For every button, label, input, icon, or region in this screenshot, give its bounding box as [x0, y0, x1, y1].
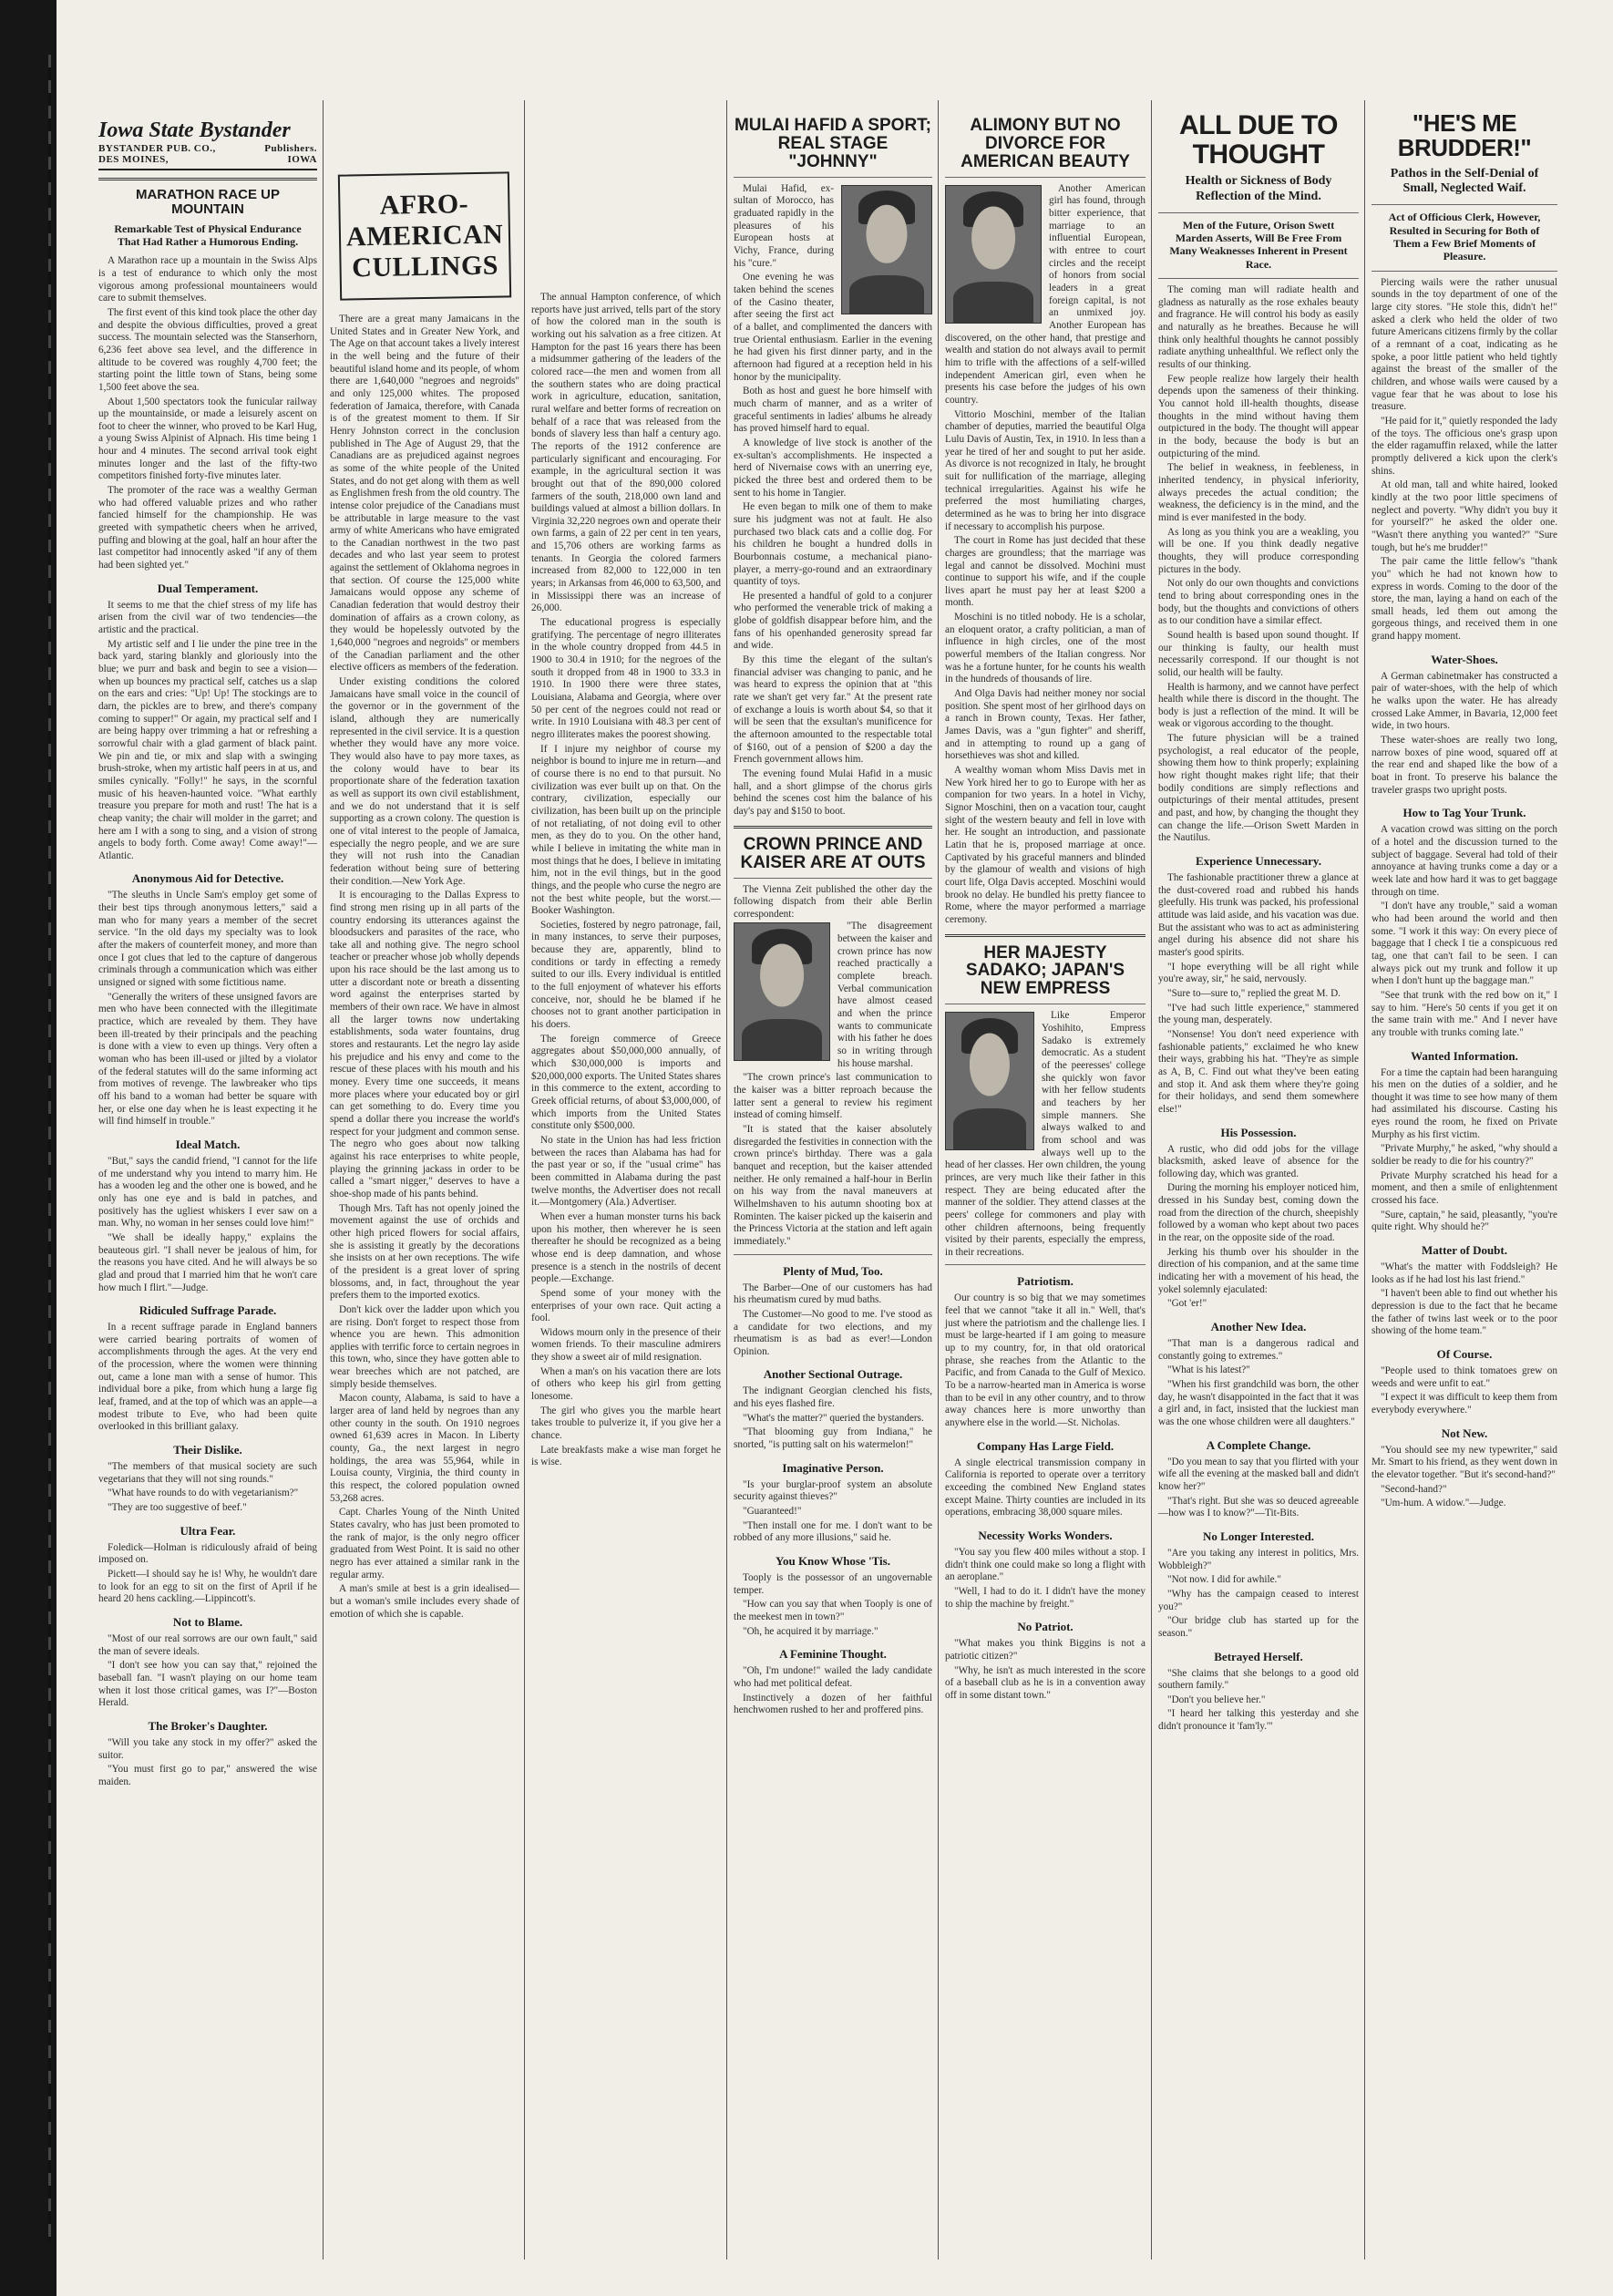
subheading: No Patriot. [1017, 1620, 1074, 1634]
dress-shape [953, 282, 1033, 323]
paragraph: "Sure to—sure to," replied the great M. D. [1167, 987, 1341, 999]
paragraph: "I've had such little experience," stammered the young man, desperately. [1158, 1002, 1359, 1026]
paragraph: "Oh, I'm undone!" wailed the lady candidate who had met political defeat. [734, 1665, 932, 1689]
column-4 [730, 117, 936, 2260]
paragraph: If I injure my neighbor of course my neighbor is bound to injure me in return—and of course there is no end to that pursuit. No civilization was ever built up on that. On the contrary, civilization, especially our civilization, has been built up on the principle of not retaliating, of not doing evil to other men, as they do to you. On the other hand, while I believe in imitating the white man in most things that he does, I believe in imitating him, not in the evil things, but in the good things, and the people who curse the negro are not the best white people, but the worst.—Booker Washington. [531, 743, 721, 917]
paragraph: Spend some of your money with the enterprises of your own race. Quit acting a fool. [531, 1287, 721, 1324]
paragraph: It seems to me that the chief stress of my life has arisen from the civil war of two tendencies—the artistic and the practical. [98, 599, 317, 635]
paragraph: There are a great many Jamaicans in the United States and in Greater New York, and The Age on that account takes a lively interest in the well being and the future of their beautiful island home and its people, of whom there are 1,640,000 "negroes and negroids" and only 125,000 whites. The proposed federation of Jamaica, therefore, with Canada is of the greatest moment to them. If Sir Henry Johnston correct in the conclusion published in The Age of August 29, that the Canadians are as prejudiced against negroes as some of the white people of the United States, and do not get along with them as well as Englishmen fresh from the old country. The intense color prejudice of the Canadians must be attributable in large measure to the vast army of white Americans who have emigrated to the Canadian northwest in the two past decades and who last year seem to protest against the settlement of Oklahoma negroes in that section. Of course the 125,000 white Jamaicans would oppose any scheme of Canadian federation that would destroy their domination of affairs as a crown colony, as they would be hopelessly outvoted by the 1,640,000 "negroes and negroids" or members of the Canadian parliament and the other elective officers as members of the federation. [330, 314, 519, 674]
paragraph: "Most of our real sorrows are our own fault," said the man of severe ideals. [98, 1632, 317, 1657]
deck: Health or Sickness of Body Reflection of the Mind. [1185, 174, 1332, 203]
divider [945, 1264, 1146, 1265]
paragraph: Jerking his thumb over his shoulder in the direction of his companion, and at the same time indicating her with a movement of his head, the yokel solemnly ejaculated: [1158, 1246, 1359, 1295]
paragraph: "Generally the writers of these unsigned favors are men who have been connected with the illegitimate practice, which are revealed by them. They have been ill-treated by their principals and the peaching is done with a view to even up things. Very often a woman who has been ill-used or jilted by a violator of the federal statutes will do the same informing act from motives of revenge. The lawbreaker who tips off his band to a woman had better be square with her, or else one day when he is least expecting it he will find himself in trouble." [98, 991, 317, 1127]
subheading: Company Has Large Field. [976, 1438, 1115, 1453]
paragraph: "That's right. But she was so deuced agreeable—how was I to know?"—Tit-Bits. [1158, 1495, 1359, 1519]
paragraph: "It is stated that the kaiser absolutely disregarded the festivities in connection with the crown prince's birthday. There was a gala banquet and reception, but the kaiser attended neither. He only remained a half-hour in Berlin on his way from the naval maneuvers at Wilhelmshaven to his autumn shooting box at Rominten. The kaiser picked up the kaiserin and the Princess Victoria at the station and left again immediately." [734, 1123, 932, 1247]
masthead-city: DES MOINES, IOWA [98, 154, 317, 165]
paragraph: Not only do our own thoughts and convictions tend to bring about corresponding ones in the body, but the thoughts and convictions of others as to our condition have a similar effect. [1158, 578, 1359, 627]
paragraph: Another American girl has found, through bitter experience, that marriage to an influential European, with entree to court circles and the receipt of honors from social leaders in a great foreign capital, is not an unmixed joy. Another European has discovered, on the other hand, that prestige and wealth and station do not always avail to permit him to trifle with the affections of a self-willed independent American girl, even when he presents his case before the judges of his own country. [945, 182, 1146, 406]
paragraph: "Are you taking any interest in politics, Mrs. Wobbleigh?" [1158, 1547, 1359, 1571]
subheading: Imaginative Person. [782, 1460, 884, 1475]
paragraph: A wealthy woman whom Miss Davis met in New York hired her to go to Europe with her as companion for two years. In a hotel in Vichy, Signor Moschini, then on a vacation tour, caught sight of the western beauty and fell in love with her. He sought an introduction, and passionate Latin that he is, proposed marriage at once. Captivated by his graceful manners and blinded by the glamour of wealth and visions of high court life, Olga Davis accepted. Moschini would brook no delay. He bundled his pretty fiancee to Rome, where the mayor performed a marriage ceremony. [945, 765, 1146, 925]
column-rule [938, 100, 939, 2260]
subheading: Their Dislike. [173, 1443, 242, 1457]
paragraph: "The sleuths in Uncle Sam's employ get some of their best tips through anonymous letters," said a man who for many years a member of the secret service. "In the old days my specialty was to look after the makers of counterfeit money, and more than once I got clues that led to the capture of dangerous criminals through a communication which was either unsigned or signed with some fictitious name. [98, 890, 317, 989]
subheading: Not New. [1441, 1426, 1488, 1440]
paragraph: "People used to think tomatoes grew on weeds and were unfit to eat." [1372, 1364, 1557, 1389]
paragraph: Under existing conditions the colored Jamaicans have small voice in the council of the governor or in the government of the island, although they are numerically represented in the civil service. It is a question whether they would have any more voice. They would also have to pay more taxes, as the colony would have to bear its proportionate share of the federation taxation as well as support its own civil establishment, and we do not understand that it is self supporting as a crown colony. The question is one of vital interest to the people of Jamaica, especially the negro people, and we are sure they will not rush into the Canadian federation without being sure of bettering their condition.—New York Age. [330, 676, 519, 887]
paragraph: "Why, he isn't as much interested in the score of a baseball club as he is in a convention away off in some distant town." [945, 1664, 1146, 1701]
paragraph: "We shall be ideally happy," explains the beauteous girl. "I shall never be jealous of him, for the reasons you have cited. And he will always be so glad and proud that I married him that he won't care how much I flirt."—Judge. [98, 1231, 317, 1293]
deck: Men of the Future, Orison Swett Marden Asserts, Will Be Free From Many Weaknesses Inherent in Present Race. [1169, 218, 1348, 271]
paragraph: As long as you think you are a weakling, you will be one. If you think deadly negative thoughts, they will produce corresponding pictures in the body. [1158, 526, 1359, 575]
divider [734, 826, 932, 829]
masthead-publisher: BYSTANDER PUB. CO., Publishers. [98, 143, 317, 154]
paragraph: About 1,500 spectators took the funicular railway up the mountainside, or made a leisurely ascent on foot to cheer the winner, who proved to be Karl Hug, a young Swiss Alpinist of Alpnach. His time being 1 hour and 4 minutes. The second arrival took eight minutes longer and the last of the fifty-two competitors finished forty-five minutes later. [98, 396, 317, 482]
paragraph: "Not now. I did for awhile." [1167, 1574, 1281, 1586]
paragraph: "See that trunk with the red bow on it," I say to him. "Here's 50 cents if you get it on the same train with me." And I never have any trouble with trunks coming late." [1372, 989, 1557, 1038]
paragraph: "Sure, captain," he said, pleasantly, "you're quite right. Why should he?" [1372, 1209, 1557, 1233]
uniform-shape [742, 1019, 821, 1060]
divider [945, 177, 1146, 178]
subheading: Plenty of Mud, Too. [783, 1263, 883, 1278]
paragraph: When ever a human monster turns his back upon his mother, then wherever he is seen thereafter he should be recognized as a being whose end is deep damnation, and whose presence is a stench in the nostrils of decent people.—Exchange. [531, 1210, 721, 1285]
paragraph: By this time the elegant of the sultan's financial adviser was changing to panic, and he was heard to express the opinion that at "this rate we shan't get very far." At the present rate of exchange a louis is worth about $4, so that it will be seen that the exsultan's munificence for the afternoon amounted to the respectable total of $160, out of a pension of $200 a day the French government allows him. [734, 654, 932, 766]
paragraph: When a man's on his vacation there are lots of others who keep his girl from getting lonesome. [531, 1365, 721, 1403]
paragraph: Macon county, Alabama, is said to have a larger area of land held by negroes than any other county in the south. On 1910 negroes owned 61,639 acres in Macon. In Liberty county, Ga., the next largest in negro holdings, the area was 55,964, while in Louisa county, Virginia, the third county in this respect, the colored population owned 53,268 acres. [330, 1393, 519, 1504]
scan-binding-edge [0, 0, 57, 2296]
column-6 [1155, 111, 1362, 2260]
masthead [98, 118, 317, 170]
paragraph: The foreign commerce of Greece aggregates about $50,000,000 annually, of which $30,000,000 is imports and $20,000,000 exports. The United States shares in this commerce to the extent, according to Greek official returns, of about $3,000,000, of which imports from the United States constitute only $500,000. [531, 1033, 721, 1132]
paragraph: "What have rounds to do with vegetarianism?" [108, 1488, 299, 1499]
paragraph: For a time the captain had been haranguing his men on the duties of a soldier, and he thought it was time to see how many of them had assimilated his discourse. Casting his eyes round the room, he fixed on Private Murphy as his first victim. [1372, 1066, 1557, 1140]
binding-perforation [48, 55, 51, 2241]
paragraph: The evening found Mulai Hafid in a music hall, and a short glimpse of the chorus girls behind the scenes cost him the balance of his day's pay and $150 to boot. [734, 768, 932, 817]
paragraph: "She claims that she belongs to a good old southern family." [1158, 1667, 1359, 1692]
subheading: Necessity Works Wonders. [978, 1528, 1113, 1542]
subheading: You Know Whose 'Tis. [776, 1554, 890, 1569]
paragraph: Private Murphy scratched his head for a moment, and then a smile of enlightenment crossed his face. [1372, 1169, 1557, 1207]
paragraph: "Will you take any stock in my offer?" asked the suitor. [98, 1736, 317, 1761]
paragraph: Vittorio Moschini, member of the Italian chamber of deputies, married the beautiful Olga Lulu Davis of Austin, Tex, in 1910. In less than a year he tired of her and sought to put her aside. As divorce is not recognized in Italy, he brought suit for nullification of the marriage, alleging technical irregularities. Against his wife he preferred the most humiliating charges, determined as he was to bring her into disgrace if necessary to accomplish his purpose. [945, 408, 1146, 532]
paragraph: Widows mourn only in the presence of their women friends. To their masculine admirers they show a sweet air of mild resignation. [531, 1326, 721, 1364]
headline: CROWN PRINCE AND KAISER ARE AT OUTS [740, 834, 926, 872]
column-7 [1368, 111, 1561, 2260]
paragraph: And Olga Davis had neither money nor social position. She spent most of her girlhood days on a ranch in Brown county, Texas. Her father, James Davis, was a "gun fighter" and sheriff, and in attempting to round up a gang of horsethieves was shot and killed. [945, 688, 1146, 762]
paragraph: Few people realize how largely their health depends upon the sameness of their thinking. You cannot hold ill-health thoughts, disease thoughts in the mind without having them outpictured in the body. The thought will appear in the body, because the body is but an outpicturing of the mind. [1158, 373, 1359, 459]
paragraph: "That blooming guy from Indiana," he snorted, "is putting salt on his watermelon!" [734, 1426, 932, 1451]
subheading: Of Course. [1436, 1346, 1493, 1361]
paragraph: "When his first grandchild was born, the other day, he wasn't disappointed in the fact that it was a girl and, in fact, insisted that the luckiest man was the one whose children were all daughters." [1158, 1379, 1359, 1427]
portrait-photo [945, 185, 1042, 324]
paragraph: Both as host and guest he bore himself with much charm of manner, and as a writer of graceful sentiments in ladies' albums he already has proved himself hard to equal. [734, 386, 932, 435]
divider [734, 177, 932, 178]
paragraph: "Why has the campaign ceased to interest you?" [1158, 1588, 1359, 1612]
paragraph: Moschini is no titled nobody. He is a scholar, an eloquent orator, a crafty politician, a man of influence in high circles, one of the most powerful members of the Italian congress. Nor was he a fortune hunter, for he counts his wealth in the hundreds of thousands of lire. [945, 612, 1146, 685]
paragraph: The annual Hampton conference, of which reports have just arrived, tells part of the story of how the colored man in the south is working out his salvation as a free citizen. At Hampton for the past 16 years there has been a midsummer gathering of the leaders of the colored race—the men and women from all the southern states who are doing practical work in agriculture, education, sanitation, rural welfare and better forms of recreation on behalf of a race that was released from the bonds of slavery less than half a century ago. The reports of the 1912 conference are particularly significant and encouraging. For example, in the agricultural section it was brought out that of the 890,000 colored farmers of the south, 218,000 own land and buildings valued at almost a billion dollars. In Virginia 32,220 negroes own and operate their own farms, a gain of 22 per cent in ten years, and 15,706 others are working farms as tenants. In Georgia the colored farmers increased from 82,000 to 122,000 in ten years; in Arkansas from 46,000 to 63,500, and in Mississippi there was an increase of 26,000. [531, 292, 721, 614]
paragraph: A man's smile at best is a grin idealised—but a woman's smile includes every shade of emotion of which she is capable. [330, 1583, 519, 1620]
paragraph: The belief in weakness, in feebleness, in inherited tendency, in physical inferiority, always precedes the actual condition; the weakness, the deficiency is in the mind, and the mind is ever manifested in the body. [1158, 462, 1359, 523]
divider [1158, 278, 1359, 279]
paragraph: Foledick—Holman is ridiculously afraid of being imposed on. [98, 1541, 317, 1566]
paragraph: Health is harmony, and we cannot have perfect health while there is discord in the thought. The body is just a reflection of the mind. It will be weak or vigorous according to the thought. [1158, 681, 1359, 730]
column-3 [528, 292, 724, 2260]
paragraph: A knowledge of live stock is another of the ex-sultan's accomplishments. He inspected a herd of Nivernaise cows with an unerring eye, picked the three best and ordered them to be sent to his home in Tangier. [734, 437, 932, 499]
divider [98, 178, 317, 180]
paragraph: He even began to milk one of them to make sure his judgment was not at fault. He also purchased two black cats and a collie dog. For his children he bought a hundred dolls in Bourbonnais costume, a mechanical piano-player, a merry-go-round and an extraordinary quantity of toys. [734, 501, 932, 588]
paragraph: The Vienna Zeit published the other day the following dispatch from their able Berlin correspondent: [734, 883, 932, 920]
paragraph: "He paid for it," quietly responded the lady of the toys. The officious one's grasp upon the elder ragamuffin relaxed, while the latter promptly delivered a kick upon the clerk's shins. [1372, 415, 1557, 477]
paragraph: "Nonsense! You don't need experience with fashionable patients," exclaimed he who knew their ways, grabbing his hat. "They're as simple as A, B, C. Find out what they've been eating and stop it. And ask them where they're going for their holidays, and send them somewhere else!" [1158, 1028, 1359, 1115]
column-2 [326, 137, 523, 2260]
paragraph: "What is his latest?" [1167, 1364, 1250, 1376]
subheading: Dual Temperament. [157, 581, 259, 595]
paragraph: "Well, I had to do it. I didn't have the money to ship the machine by freight." [945, 1585, 1146, 1610]
paragraph: "What makes you think Biggins is not a patriotic citizen?" [945, 1638, 1146, 1662]
subheading: No Longer Interested. [1203, 1529, 1314, 1543]
subheading: A Feminine Thought. [779, 1647, 887, 1662]
paragraph: The fashionable practitioner threw a glance at the dust-covered road and rubbed his hands gleefully. His trunk was packed, his professional attitude was laid aside, and his vacation was due. But the assistant who was to act as administering angel during his absence did not share his master's good spirits. [1158, 872, 1359, 958]
portrait-photo [945, 1012, 1034, 1150]
divider [734, 1254, 932, 1255]
subheading: The Broker's Daughter. [148, 1718, 268, 1733]
paragraph: Like Emperor Yoshihito, Empress Sadako is extremely democratic. As a student of the peeresses' college she quickly won favor with her fellow students and teachers by her simple manners. She always walked to and from school and was always well up to the head of her classes. Her own children, the young princes, are very much like their father in this respect. They are being educated after the manner of the soldier. They attend classes at the peers' college for commoners and play with other children afternoons, being frequently visited by their parents, especially the empress, in their recreations. [945, 1010, 1146, 1258]
paragraph: The promoter of the race was a wealthy German who had offered valuable prizes and who rather fancied himself for the championship. He was greeted with sympathetic cheers when he arrived, puffing and blowing at the goal, half an hour after the last competitor had innocently asked "if any of them had been sighted yet." [98, 485, 317, 571]
paragraph: Pickett—I should say he is! Why, he wouldn't dare to look for an egg to sit on the first of April if he heard 20 hens cackling.—Lippincott's. [98, 1569, 317, 1605]
paragraph: At old man, tall and white haired, looked kindly at the two poor little specimens of neglect and poverty. "Why didn't you buy it for yourself?" he asked the older one. "Wasn't there anything you wanted?" "Sure tough, but he's me brudder!" [1372, 479, 1557, 553]
paragraph: "But," says the candid friend, "I cannot for the life of me understand why you intend to marry him. He has a wooden leg and the other one is bowed, and he only has one eye and is bald in patches, and positively has the ugliest whiskers I ever saw on a man. Why, no woman in her senses could love him!" [98, 1155, 317, 1230]
divider [945, 934, 1146, 937]
robe-shape [849, 275, 924, 314]
paragraph: One evening he was taken behind the scenes of the Casino theater, after seeing the first act of a ballet, and complimented the dancers with true Oriental enthusiasm. Earlier in the evening he had given his first dinner party, and in the afternoon had figured at a reception held in his honor by the municipality. [734, 272, 932, 383]
gown-shape [953, 1108, 1027, 1149]
subheading: Another Sectional Outrage. [763, 1367, 903, 1382]
divider [1158, 212, 1359, 213]
face-shape [866, 205, 907, 263]
paragraph: "I hope everything will be all right while you're away, sir," he said, nervously. [1158, 961, 1359, 985]
paragraph: Late breakfasts make a wise man forget he is wise. [531, 1444, 721, 1468]
headline: ALIMONY BUT NO DIVORCE FOR AMERICAN BEAUTY [961, 117, 1130, 171]
column-5 [941, 117, 1149, 2260]
column-rule [524, 100, 525, 2260]
paragraph: "I don't see how you can say that," rejoined the baseball fan. "I wasn't playing on our home team when it lost those critical games, was I?"—Boston Herald. [98, 1660, 317, 1709]
portrait-photo [841, 185, 932, 314]
paragraph: A single electrical transmission company in California is reported to operate over a territory exceeding the combined New England states except Maine. Thirty counties are included in its operations, embracing 38,000 square miles. [945, 1457, 1146, 1519]
paragraph: "I expect it was difficult to keep them from everybody everywhere." [1372, 1392, 1557, 1416]
paragraph: Societies, fostered by negro patronage, fail, in many instances, to serve their purposes, because they are, apparently, blind to conditions or tardy in effecting a remedy suited to our ills. Every individual is entitled to the full enjoyment of whatever his efforts conceive, nor, should he be blamed if he chooses not to grant another participation in his doers. [531, 919, 721, 1031]
paragraph: "Second-hand?" [1381, 1483, 1447, 1495]
column-rule [1151, 100, 1152, 2260]
subheading: Anonymous Aid for Detective. [131, 871, 284, 886]
headline: HER MAJESTY SADAKO; JAPAN'S NEW EMPRESS [965, 942, 1125, 999]
paragraph: He presented a handful of gold to a conjurer who performed the venerable trick of making a globe of goldfish disappear before him, and the fans of his openhanded generosity spread far and wide. [734, 590, 932, 652]
paragraph: Piercing wails were the rather unusual sounds in the toy department of one of the large city stores. "He stole this, didn't he!" asked a clerk who held the older of two future Americans citizens firmly by the collar of a remnant of a coat, indicating as he spoke, a poor little patient who held tightly against the breast of the smaller of the children, and whose wails were caused by a vague fear that he was about to lose his treasure. [1372, 276, 1557, 413]
paragraph: The court in Rome has just decided that these charges are groundless; that the marriage was legal and cannot be dissolved. Mochini must continue to support his wife, and if the couple lives apart he must pay her at least $200 a month. [945, 535, 1146, 609]
masthead-title: Iowa State Bystander [98, 118, 291, 142]
paragraph: Don't kick over the ladder upon which you are rising. Don't forget to respect those from whence you are hewn. This admonition applies with terrific force to certain negroes in this town, who, since they have gotten able to wear breeches which are not patched, are simply beside themselves. [330, 1303, 519, 1390]
paragraph: "I haven't been able to find out whether his depression is due to the fact that he became the father of twins last week or to the poor showing of the home team." [1372, 1288, 1557, 1337]
paragraph: Mulai Hafid, ex-sultan of Morocco, has graduated rapidly in the pleasures of his European hosts at Vichy, France, during his "cure." [734, 182, 834, 269]
subheading: Ridiculed Suffrage Parade. [139, 1303, 277, 1318]
paragraph: "Do you mean to say that you flirted with your wife all the evening at the masked ball and didn't know her?" [1158, 1456, 1359, 1492]
paragraph: Our country is so big that we may sometimes feel that we cannot "take it all in." Well, that's just where the patriotism and the challenge lies. I must be large-hearted if I am going to measure up to my country, for, in that old oratorical phrase, she reaches from the Atlantic to the Pacific, and from Canada to the Gulf of Mexico. To be a narrow-hearted man in America is worse than to be evil in any other country, and to throw away chances here is more unworthy than anywhere else in the world.—St. Nicholas. [945, 1292, 1146, 1429]
subheading: Matter of Doubt. [1422, 1243, 1507, 1258]
paragraph: The educational progress is especially gratifying. The percentage of negro illiterates in the whole country dropped from 44.5 in 1900 to 30.4 in 1910; for the negroes of the south it dropped from 48 in 1900 to 33.3 in 1910. In 1900 there were three states, Louisiana, Alabama and Georgia, where over 50 per cent of the negroes could not read or write. In 1910 Louisiana with 48.3 per cent of negro illiterates makes the poorest showing. [531, 617, 721, 740]
headline: ALL DUE TO THOUGHT [1179, 111, 1338, 170]
face-shape [760, 944, 804, 1007]
paragraph: Capt. Charles Young of the Ninth United States cavalry, who has just been promoted to the rank of major, is the only negro officer graduated from West Point. It is said no other negro has ever attained a similar rank in the regular army. [330, 1507, 519, 1580]
paragraph: "That man is a dangerous radical and constantly going to extremes." [1158, 1338, 1359, 1362]
paragraph: The Barber—One of our customers has had his rheumatism cured by mud baths. [734, 1282, 932, 1306]
paragraph: The Customer—No good to me. I've stood as a candidate for two elections, and my rheumatism is as bad as ever!—London Opinion. [734, 1308, 932, 1357]
face-shape [970, 1034, 1010, 1097]
face-shape [971, 206, 1015, 269]
subheading: How to Tag Your Trunk. [1402, 806, 1526, 820]
subheading: Water-Shoes. [1431, 652, 1498, 666]
paragraph: "The disagreement between the kaiser and crown prince has now reached practically a complete breach. Verbal communication have almost ceased and when the prince wants to communicate with his father he does so in writing through his house marshal. [837, 921, 932, 1069]
subheading: Patriotism. [1017, 1274, 1074, 1289]
paragraph: "You must first go to par," answered the wise maiden. [98, 1764, 317, 1787]
paragraph: It is encouraging to the Dallas Express to find strong men rising up in all parts of the country endorsing its utterances against the bloodsuckers and parasites of the race, who take all and nothing give. The negro school teacher or preacher whose job wholly depends upon his race should be the last among us to utter a discordant note or breath a dissenting word against the enterprises started by members of their own race. We have in almost all the larger towns now undertaking establishments, soda water fountains, drug stores and restaurants. Let the negro lay aside his prejudice and his envy and come to the rescue of these places with his mouth and his money. Every time one succeeds, it means more places where your educated boy or girl can get something to do. Every time you spend a dollar there you increase the world's respect for your judgment and common sense. The negro who goes about now talking against his race enterprises to white people, playing the grinning jackass in order to be called a "smart nigger," deserves to have a shoe-shop made of his pants behind. [330, 890, 519, 1199]
paragraph: "Oh, he acquired it by marriage." [743, 1625, 878, 1637]
divider [1372, 271, 1557, 272]
paragraph: "They are too suggestive of beef." [108, 1502, 247, 1514]
paragraph: "Is your burglar-proof system an absolute security against thieves?" [734, 1478, 932, 1503]
paragraph: Sound health is based upon sound thought. If our thinking is faulty, our health must necessarily correspond. If our thought is not solid, our health will be faulty. [1158, 629, 1359, 678]
paragraph: A rustic, who did odd jobs for the village blacksmith, asked leave of absence for the following day, which was granted. [1158, 1143, 1359, 1179]
column-rule [323, 100, 324, 2260]
subheading: Ideal Match. [175, 1137, 241, 1151]
paragraph: A vacation crowd was sitting on the porch of a hotel and the discussion turned to the subject of baggage. Several had told of their annoyance at having trunks come a day or a week late and how hard it was to get baggage through on time. [1372, 824, 1557, 898]
divider [1372, 204, 1557, 205]
paragraph: The first event of this kind took place the other day and despite the obvious difficulties, proved a great success. The mountain selected was the Stanserhorn, 6,236 feet above sea level, and the difference in altitude to be covered was roughly 4,700 feet; the starting point the little town of Stans, being some 1,500 feet above the sea. [98, 306, 317, 393]
subheading: A Complete Change. [1206, 1437, 1311, 1452]
paragraph: "How can you say that when Tooply is one of the meekest men in town?" [734, 1599, 932, 1622]
portrait-photo [734, 922, 830, 1061]
headline: MULAI HAFID A SPORT; REAL STAGE "JOHNNY" [734, 117, 932, 171]
paragraph: In a recent suffrage parade in England banners were carried bearing portraits of women of accomplishments through the ages. At the very end of the procession, where the women were thinning out, came a lone man with a sense of humor. This individual bore a pike, from which hung a large fig leaf, framed, and at the top of which was an apple—a modest tribute to Eve, who had been quite overlooked in this brilliant galaxy. [98, 1322, 317, 1433]
paragraph: A German cabinetmaker has constructed a pair of water-shoes, with the help of which he walks upon the water. He has already crossed Lake Ammer, in Bavaria, 12,000 feet wide, in two hours. [1372, 670, 1557, 732]
paragraph: "I don't have any trouble," said a woman who had been around the world and then some. "I work it this way: On every piece of baggage that I check I tie a conspicuous red tag, one that can't fail to be seen. I can always pick out my trunk and follow it up when I don't hunt up the baggage man." [1372, 901, 1557, 987]
paragraph: These water-shoes are really two long, narrow boxes of pine wood, squared off at the rear end and shaped like the bow of a boat in front. To preserve his balance the traveler grasps two upright posts. [1372, 735, 1557, 796]
column-1 [95, 118, 321, 2260]
paragraph: "You should see my new typewriter," said Mr. Smart to his friend, as they went down in the elevator together. "But it's second-hand?" [1372, 1444, 1557, 1480]
subheading: Experience Unnecessary. [1196, 854, 1321, 869]
column-rule [726, 100, 727, 2260]
paragraph: My artistic self and I lie under the pine tree in the back yard, staring blankly and gloriously into the blue; we purr and bask and begin to see a vision—when up bounces my practical self, catches us a slap on the ears and cries: "Up! Up! The stockings are to darn, the pickles are to brew, and there's company coming to supper!" Or again, my practical self and I are being happy over trimming a hat or refreshing a sorrowful chair with a glad garment of black paint. We pin and tie, or mix and slap with a swinging brush-stroke, when my artistic half peers in at us, and smiles cynically. "Folly!" he says, in the scornful music of his heaven-haunted voice. "What earthly treasure you prepare for moth and rust! The hat is a cheap vanity; the chair will molder in the garret; and here am I with a song to sing, and a vision of strong angels to body forth. Come away! Come away!"—Atlantic. [98, 638, 317, 861]
subheading: His Possession. [1220, 1125, 1297, 1139]
paragraph: "You say you flew 400 miles without a stop. I didn't think one could make so long a flight with an aeroplane." [945, 1546, 1146, 1583]
headline: "HE'S ME BRUDDER!" [1397, 111, 1532, 162]
paragraph: "Then install one for me. I don't want to be robbed of any more illusions," said he. [734, 1519, 932, 1544]
paragraph: "What's the matter?" queried the bystanders. [743, 1412, 924, 1424]
paragraph: "Our bridge club has started up for the season." [1158, 1615, 1359, 1639]
subheading: Wanted Information. [1411, 1048, 1518, 1063]
subheading: Another New Idea. [1210, 1320, 1307, 1334]
subheading: Betrayed Herself. [1214, 1649, 1303, 1663]
paragraph: Tooply is the possessor of an ungovernable temper. [734, 1572, 932, 1596]
paragraph: "Don't you believe her." [1167, 1694, 1266, 1705]
subheading: Not to Blame. [172, 1614, 243, 1629]
deck: Act of Officious Clerk, However, Resulted in Securing for Both of Them a Few Brief Moments of Pleasure. [1388, 211, 1541, 263]
paragraph: "Got 'er!" [1167, 1298, 1207, 1310]
paragraph: "Guaranteed!" [743, 1506, 802, 1518]
deck: Remarkable Test of Physical Endurance That Had Rather a Humorous Ending. [114, 221, 302, 248]
paragraph: The girl who gives you the marble heart takes trouble to pulverize it, if you give her a chance. [531, 1405, 721, 1442]
deck: Pathos in the Self-Denial of Small, Neglected Waif. [1390, 166, 1539, 196]
column-rule [1364, 100, 1365, 2260]
paragraph: The coming man will radiate health and gladness as naturally as the rose exhales beauty and fragrance. He will control his body as easily and naturally as he breathes. Because he will think only healthful thoughts he cannot possibly radiate anything unhealthful. We reflect only the results of our thinking. [1158, 284, 1359, 371]
subheading: Ultra Fear. [180, 1523, 236, 1538]
paragraph: "The members of that musical society are such vegetarians that they will not sing rounds." [98, 1461, 317, 1485]
paragraph: No state in the Union has had less friction between the races than Alabama has had for the past year or so, if the "usual crime" has been committed in Alabama during the past twelve months, the Advertiser does not recall it.—Montgomery (Ala.) Advertiser. [531, 1134, 721, 1209]
paragraph: "The crown prince's last communication to the kaiser was a bitter reproach because the latter sent a general to review his regiment instead of coming himself. [734, 1072, 932, 1121]
headline: MARATHON RACE UP MOUNTAIN [135, 187, 281, 217]
paragraph: Though Mrs. Taft has not openly joined the movement against the use of orchids and other high priced flowers for social affairs, she is assisting it greatly by the decorations she insists on at her own receptions. The wife of the president is a great lover of spring blossoms, and, in fact, throughout the year prefers them to the imported exotics. [330, 1202, 519, 1302]
paragraph: "What's the matter with Foddsleigh? He looks as if he had lost his last friend." [1372, 1261, 1557, 1285]
paragraph: "Private Murphy," he asked, "why should a soldier be ready to die for his country?" [1372, 1143, 1557, 1168]
paragraph: "I heard her talking this yesterday and she didn't pronounce it 'fam'ly.'" [1158, 1708, 1359, 1733]
paragraph: A Marathon race up a mountain in the Swiss Alps is a test of endurance to which only the most vigorous among professional mountaineers would care to submit themselves. [98, 255, 317, 304]
divider [734, 878, 932, 879]
paragraph: During the morning his employer noticed him, dressed in his Sunday best, coming down the road from the direction of the church, sheepishly followed by a woman who kept about two paces in the rear, on the opposite side of the road. [1158, 1182, 1359, 1244]
section-title-box: AFRO-AMERICAN CULLINGS [338, 171, 511, 300]
paragraph: Instinctively a dozen of her faithful henchwomen rushed to her and proffered pins. [734, 1692, 932, 1716]
paragraph: "Um-hum. A widow."—Judge. [1381, 1498, 1506, 1509]
paragraph: The indignant Georgian clenched his fists, and his eyes flashed fire. [734, 1385, 932, 1410]
paragraph: The pair came the little fellow's "thank you" which he had not known how to express in words. Coming to the door of the store, the man, laying a hand on each of the small heads, led them out among the gorgeous things, and received them in one grand happy moment. [1372, 556, 1557, 643]
paragraph: The future physician will be a trained psychologist, a real educator of the people, showing them how to think properly; explaining how right thought makes right life; that their bodily conditions are simply reflections and outpicturings of their mental attitudes, present and past, and how, by changing the thought they can change the life.—Orison Swett Marden in the Nautilus. [1158, 733, 1359, 844]
